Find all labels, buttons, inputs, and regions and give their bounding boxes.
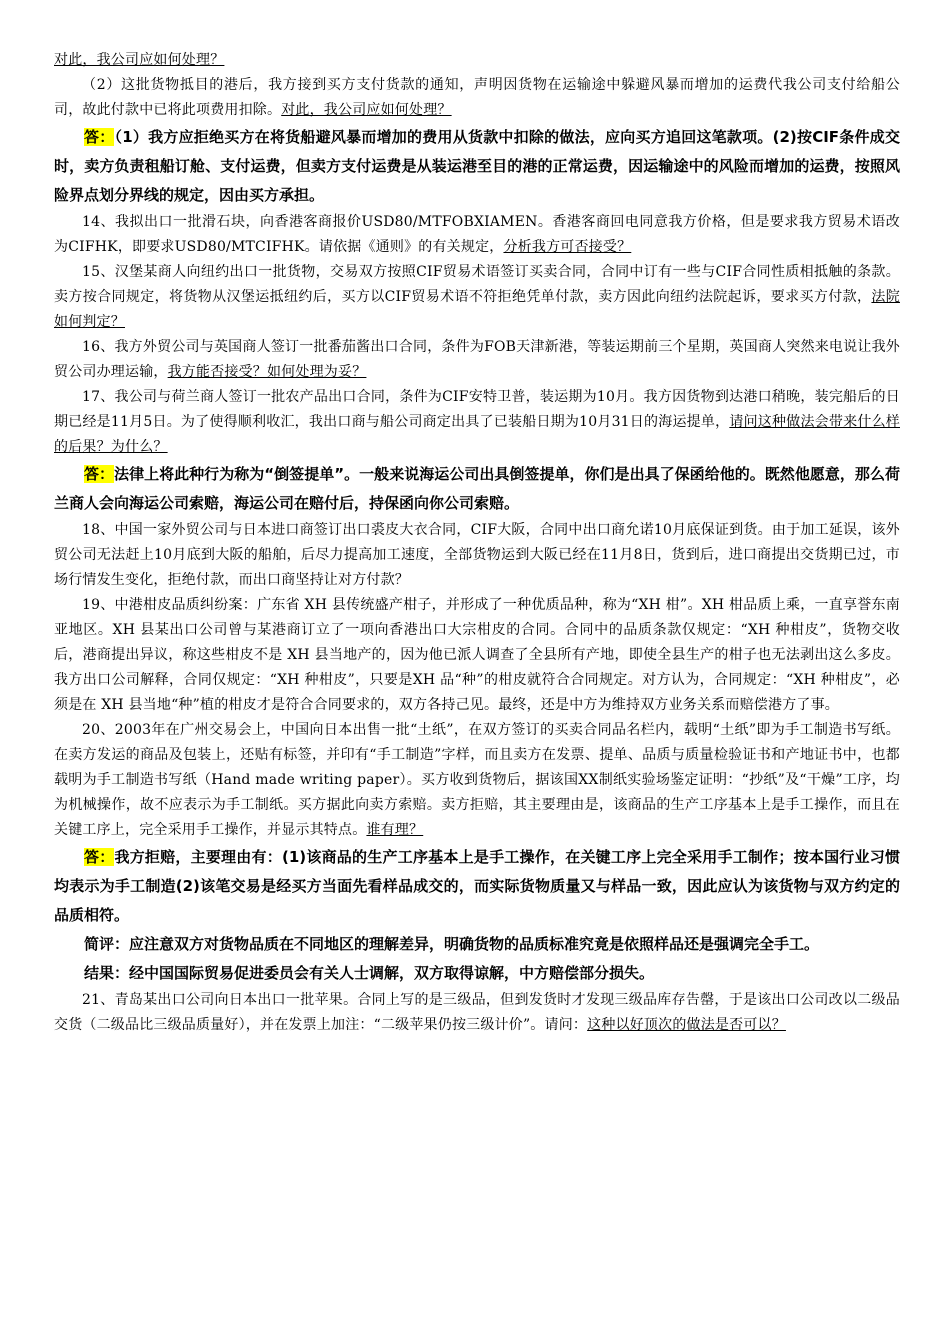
question-underline: 分析我方可否接受？ <box>503 239 632 255</box>
answer-text: 我方拒赔，主要理由有：(1)该商品的生产工序基本上是手工操作，在关键工序上完全采用手工制作；按本国行业习惯均表示为手工制造(2)该笔交易是经买方当面先看样品成交的，而实际货物质量又与样品一致，因此应认为该货物与双方约定的品质相符。 <box>54 848 900 924</box>
answer-q2 <box>54 123 900 210</box>
question-underline: 对此，我公司应如何处理？ <box>281 102 452 118</box>
case-16 <box>54 335 900 385</box>
question-underline: 这种以好顶次的做法是否可以？ <box>587 1017 786 1033</box>
case-text: 16、我方外贸公司与英国商人签订一批番茄酱出口合同，条件为FOB天津新港，等装运期前三个星期，英国商人突然来电说让我外贸公司办理运输， <box>54 339 900 380</box>
question-underline: 法院如何判定？ <box>54 289 900 330</box>
case-21 <box>54 988 900 1038</box>
answer-label: 答： <box>84 465 115 483</box>
answer-text: 法律上将此种行为称为“倒签提单”。一般来说海运公司出具倒签提单，你们是出具了保函给他的。既然他愿意，那么荷兰商人会向海运公司索赔，海运公司在赔付后，持保函向你公司索赔。 <box>54 465 900 512</box>
answer-label: 答： <box>84 848 115 866</box>
result-text: 经中国国际贸易促进委员会有关人士调解，双方取得谅解，中方赔偿部分损失。 <box>129 964 655 982</box>
case-14 <box>54 210 900 260</box>
answer-q17 <box>54 460 900 518</box>
question-underline: 对此，我公司应如何处理？ <box>54 52 225 68</box>
comment <box>54 930 900 959</box>
case-text: （2）这批货物抵目的港后，我方接到买方支付货款的通知，声明因货物在运输途中躲避风暴而增加的运费代我公司支付给船公司，故此付款中已将此项费用扣除。 <box>54 77 900 118</box>
answer-text: （1）我方应拒绝买方在将货船避风暴而增加的费用从货款中扣除的做法，应向买方追回这笔款项。(2)按CIF条件成交时，卖方负责租船订舱、支付运费，但卖方支付运费是从装运港至目的港的正常运费，因运输途中的风险而增加的运费，按照风险界点划分界线的规定，因由买方承担。 <box>54 128 900 204</box>
case-18 <box>54 518 900 593</box>
case-text: 17、我公司与荷兰商人签订一批农产品出口合同，条件为CIF安特卫普，装运期为10月。我方因货物到达港口稍晚，装完船后的日期已经是11月5日。为了使得顺利收汇，我出口商与船公司商定出具了已装船日期为10月31日的海运提单， <box>54 389 900 430</box>
comment-text: 应注意双方对货物品质在不同地区的理解差异，明确货物的品质标准究竟是依照样品还是强调完全手工。 <box>129 935 820 953</box>
result <box>54 959 900 988</box>
case-q2 <box>54 73 900 123</box>
case-text: 20、2003年在广州交易会上，中国向日本出售一批“土纸”，在双方签订的买卖合同品名栏内，载明“土纸”即为手工制造书写纸。在卖方发运的商品及包装上，还贴有标签，并印有“手工制造”字样，而且卖方在发票、提单、品质与质量检验证书和产地证书中，也都载明为手工制造书写纸（Hand made writing paper）。买方收到货物后，据该国XX制纸实验场鉴定证明：“抄纸”及“干燥”工序，均为机械操作，故不应表示为手工制纸。买方据此向卖方索赔。卖方拒赔，其主要理由是，该商品的生产工序基本上是手工操作，而且在关键工序上，完全采用手工操作，并显示其特点。 <box>54 722 900 838</box>
case-17 <box>54 385 900 460</box>
intro-line <box>54 48 900 73</box>
question-underline: 我方能否接受？如何处理为妥？ <box>167 364 367 380</box>
case-text: 15、汉堡某商人向纽约出口一批货物，交易双方按照CIF贸易术语签订买卖合同，合同中订有一些与CIF合同性质相抵触的条款。卖方按合同规定，将货物从汉堡运抵纽约后，买方以CIF贸易术语不符拒绝凭单付款，卖方因此向纽约法院起诉，要求买方付款， <box>54 264 900 305</box>
case-text: 18、中国一家外贸公司与日本进口商签订出口裘皮大衣合同，CIF大阪，合同中出口商允诺10月底保证到货。由于加工延误，该外贸公司无法赶上10月底到大阪的船舶，后尽力提高加工速度，全部货物运到大阪已经在11月8日，货到后，进口商提出交货期已过，市场行情发生变化，拒绝付款，而出口商坚持让对方付款？ <box>54 522 900 588</box>
result-label: 结果： <box>84 964 130 982</box>
case-19 <box>54 593 900 718</box>
document-page <box>54 48 900 1038</box>
answer-q20 <box>54 843 900 930</box>
case-text: 19、中港柑皮品质纠纷案：广东省 XH 县传统盛产柑子，并形成了一种优质品种，称为“XH 柑”。XH 柑品质上乘，一直享誉东南亚地区。XH 县某出口公司曾与某港商订立了一项向香港出口大宗柑皮的合同。合同中的品质条款仅规定：“XH 种柑皮”，货物交收后，港商提出异议，称这些柑皮不是 XH 县当地产的，因为他已派人调查了全县所有产地，即使全县生产的柑子也无法剥出这么多皮。我方出口公司解释，合同仅规定：“XH 种柑皮”，只要是XH 品“种”的柑皮就符合合同规定。对方认为，合同规定：“XH 种柑皮”，必须是在 XH 县当地“种”植的柑皮才是符合合同要求的，双方各持己见。最终，还是中方为维持双方业务关系而赔偿港方了事。 <box>54 597 900 713</box>
case-15 <box>54 260 900 335</box>
question-underline: 谁有理？ <box>366 822 424 838</box>
case-text: 14、我拟出口一批滑石块，向香港客商报价USD80/MTFOBXIAMEN。香港客商回电同意我方价格，但是要求我方贸易术语改为CIFHK，即要求USD80/MTCIFHK。请依据《通则》的有关规定， <box>54 214 900 255</box>
comment-label: 简评： <box>84 935 130 953</box>
case-20 <box>54 718 900 843</box>
case-text: 21、青岛某出口公司向日本出口一批苹果。合同上写的是三级品，但到发货时才发现三级品库存告罄，于是该出口公司改以二级品交货（二级品比三级品质量好），并在发票上加注：“二级苹果仍按三级计价”。请问： <box>54 992 900 1033</box>
question-underline: 请问这种做法会带来什么样的后果？为什么？ <box>54 414 900 455</box>
answer-label: 答： <box>84 128 115 146</box>
